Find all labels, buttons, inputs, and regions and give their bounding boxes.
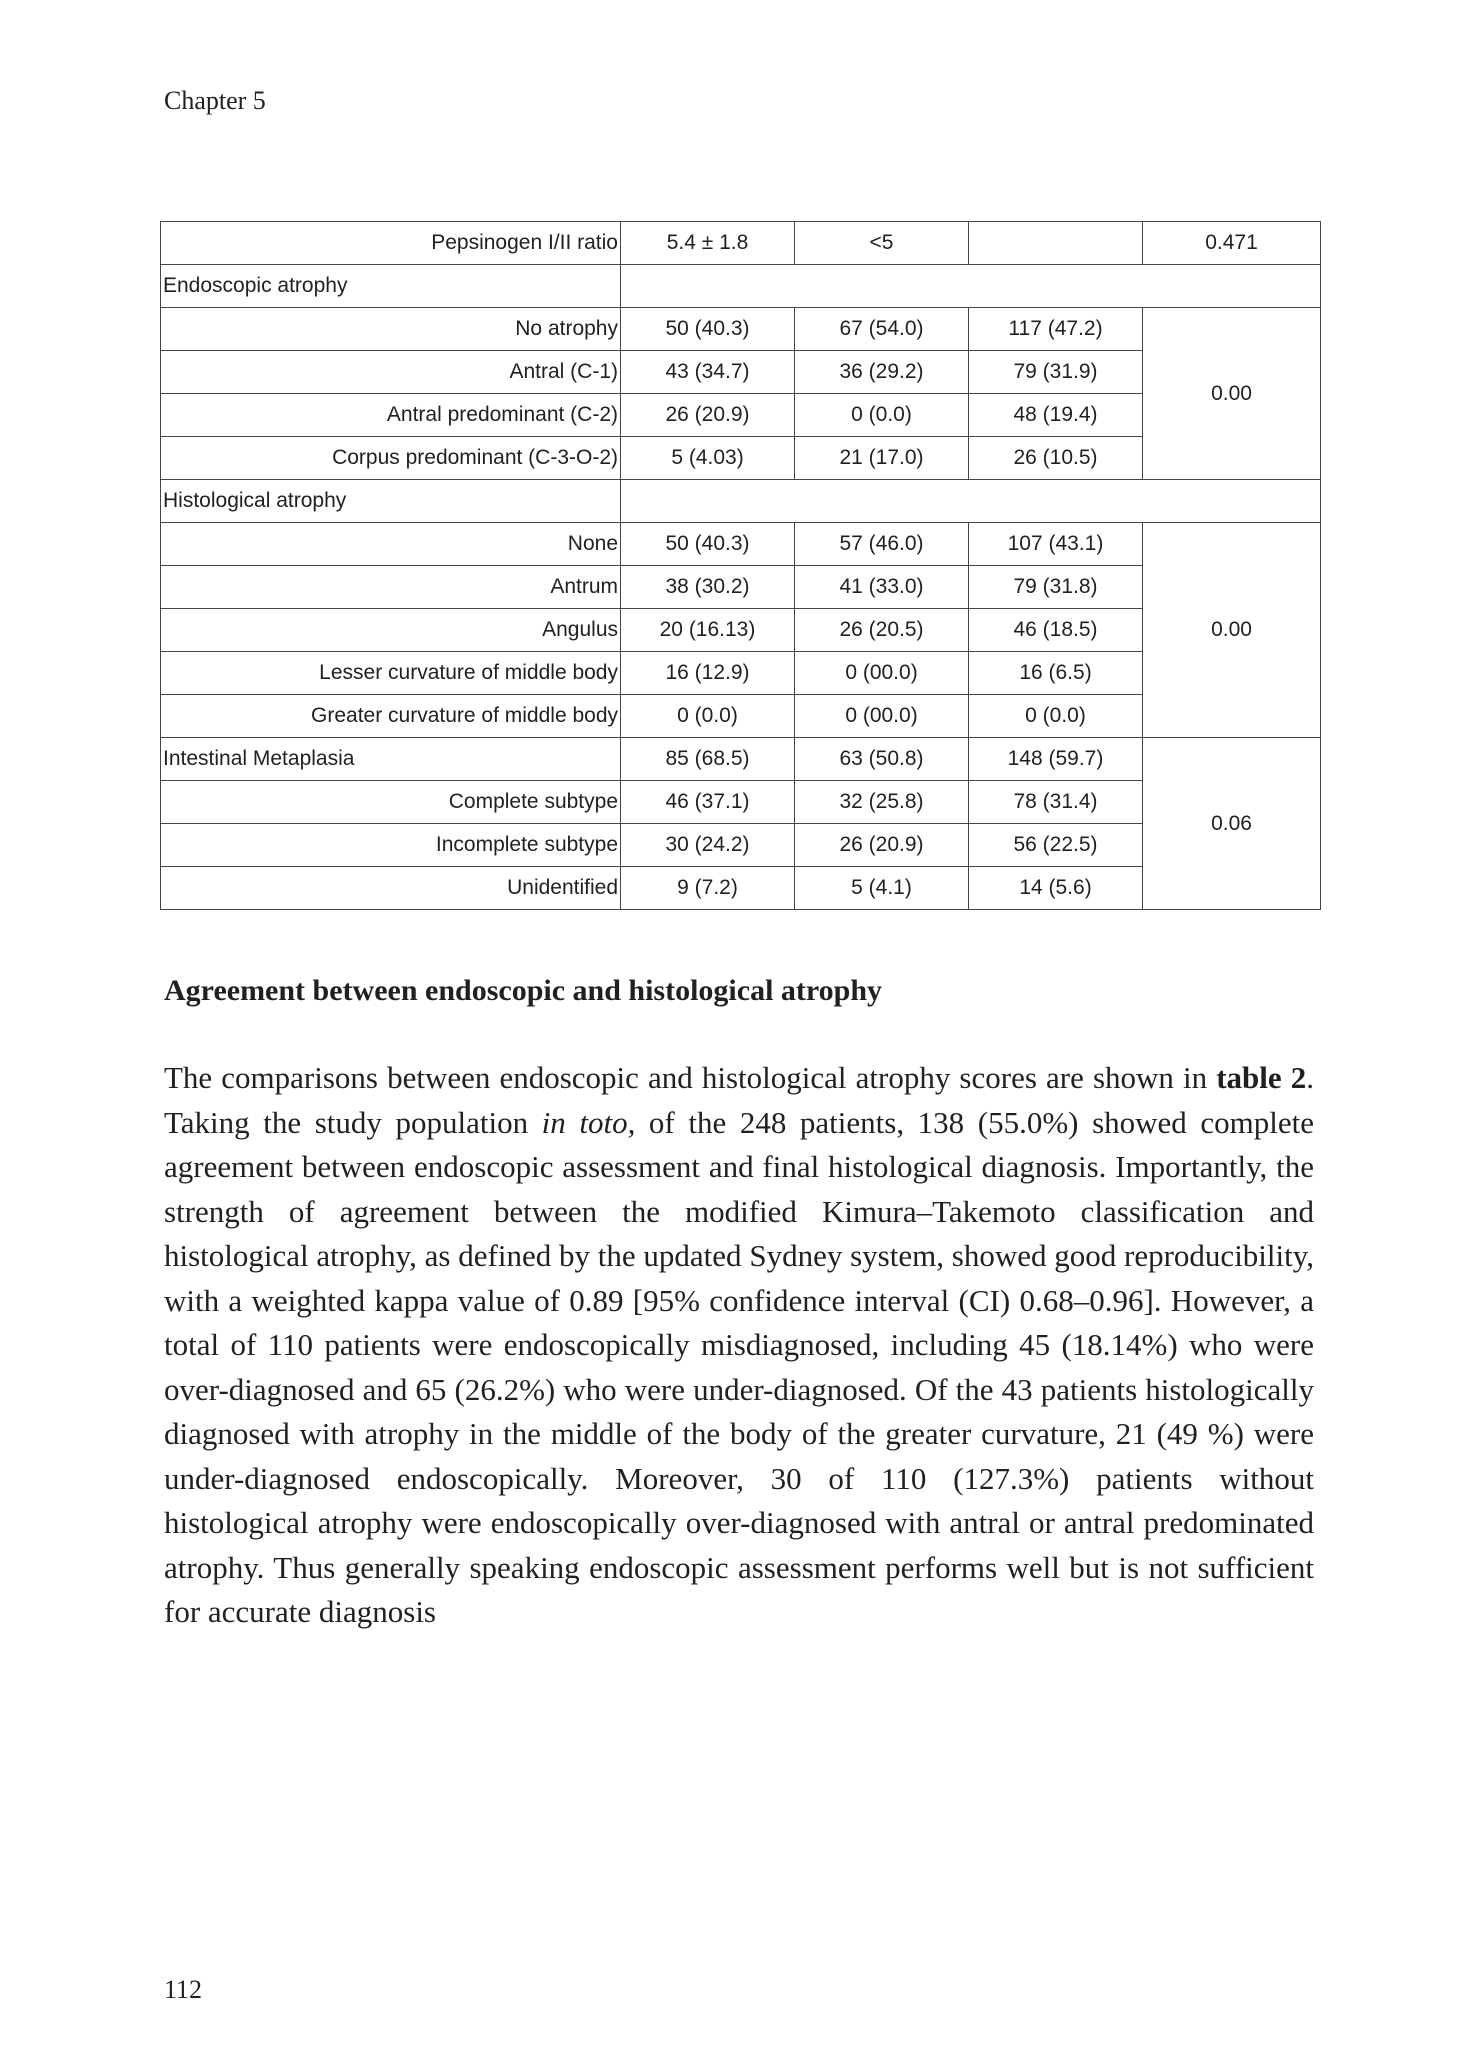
table-reference: table 2: [1216, 1060, 1307, 1095]
table-cell: 26 (20.9): [795, 824, 969, 867]
table-cell: 30 (24.2): [621, 824, 795, 867]
table-cell: 21 (17.0): [795, 437, 969, 480]
table-cell: 16 (12.9): [621, 652, 795, 695]
table-cell: 5.4 ± 1.8: [621, 222, 795, 265]
section-heading: Agreement between endoscopic and histological atrophy: [164, 974, 883, 1007]
running-head: Chapter 5: [164, 86, 266, 115]
row-label: Complete subtype: [161, 781, 621, 824]
table-cell: 9 (7.2): [621, 867, 795, 910]
p-value-cell: 0.06: [1143, 738, 1321, 910]
body-paragraph: [164, 1056, 1314, 1635]
row-label: Lesser curvature of middle body: [161, 652, 621, 695]
table-cell: 14 (5.6): [969, 867, 1143, 910]
table-cell: 26 (20.9): [621, 394, 795, 437]
table-cell: 41 (33.0): [795, 566, 969, 609]
table-cell: <5: [795, 222, 969, 265]
row-label: No atrophy: [161, 308, 621, 351]
table-cell: 79 (31.8): [969, 566, 1143, 609]
table-cell: 20 (16.13): [621, 609, 795, 652]
row-label: Greater curvature of middle body: [161, 695, 621, 738]
section-label: Intestinal Metaplasia: [161, 738, 621, 781]
table-cell: 5 (4.03): [621, 437, 795, 480]
table-cell: 107 (43.1): [969, 523, 1143, 566]
table-cell: 0 (0.0): [795, 394, 969, 437]
table-row: [161, 738, 1321, 781]
text-run: . Taking the study population: [164, 1060, 1314, 1140]
table-row: [161, 308, 1321, 351]
table-cell: 0 (00.0): [795, 652, 969, 695]
table-cell: 32 (25.8): [795, 781, 969, 824]
table-cell: 50 (40.3): [621, 308, 795, 351]
row-label: Incomplete subtype: [161, 824, 621, 867]
table-cell: 26 (20.5): [795, 609, 969, 652]
p-value-cell: 0.00: [1143, 523, 1321, 738]
row-label: None: [161, 523, 621, 566]
section-label: Endoscopic atrophy: [161, 265, 621, 308]
table-cell: 38 (30.2): [621, 566, 795, 609]
row-label: Antrum: [161, 566, 621, 609]
section-row: [161, 480, 1321, 523]
section-label: Histological atrophy: [161, 480, 621, 523]
row-label: Corpus predominant (C-3-O-2): [161, 437, 621, 480]
latin-phrase: in toto,: [541, 1104, 636, 1140]
table-cell: 5 (4.1): [795, 867, 969, 910]
section-row: [161, 265, 1321, 308]
table-row: [161, 222, 1321, 265]
row-label: Pepsinogen I/II ratio: [161, 222, 621, 265]
empty-cell: [621, 480, 1321, 523]
row-label: Unidentified: [161, 867, 621, 910]
table-cell: 0 (00.0): [795, 695, 969, 738]
table-cell: 57 (46.0): [795, 523, 969, 566]
row-label: Antral (C-1): [161, 351, 621, 394]
table-cell: 0 (0.0): [621, 695, 795, 738]
text-run: The comparisons between endoscopic and histological atrophy scores are shown in: [164, 1060, 1217, 1095]
table-cell: 117 (47.2): [969, 308, 1143, 351]
table-cell: 36 (29.2): [795, 351, 969, 394]
table-cell: 16 (6.5): [969, 652, 1143, 695]
table-cell: 78 (31.4): [969, 781, 1143, 824]
table-cell: 43 (34.7): [621, 351, 795, 394]
table-row: [161, 523, 1321, 566]
p-value-cell: 0.00: [1143, 308, 1321, 480]
table-cell: 46 (18.5): [969, 609, 1143, 652]
table-cell: 26 (10.5): [969, 437, 1143, 480]
row-label: Angulus: [161, 609, 621, 652]
table-cell: 148 (59.7): [969, 738, 1143, 781]
table-cell: 48 (19.4): [969, 394, 1143, 437]
table-cell: 0 (0.0): [969, 695, 1143, 738]
table-cell: 63 (50.8): [795, 738, 969, 781]
results-table: [160, 221, 1321, 910]
row-label: Antral predominant (C-2): [161, 394, 621, 437]
page-number: 112: [164, 1975, 203, 2004]
table-cell: [969, 222, 1143, 265]
text-run: of the 248 patients, 138 (55.0%) showed complete agreement between endoscopic assessment and final histological diagnosis. Importantly, the strength of agreement between the modified Kimura–Takemoto classification and histological atrophy, as defined by the updated Sydney system, showed good reproducibility, with a weighted kappa value of 0.89 [95% confidence interval (CI) 0.68–0.96]. However, a total of 110 patients were endoscopically misdiagnosed, including 45 (18.14%) who were over-diagnosed and 65 (26.2%) who were under-diagnosed. Of the 43 patients histologically diagnosed with atrophy in the middle of the body of the greater curvature, 21 (49 %) were under-diagnosed endoscopically. Moreover, 30 of 110 (127.3%) patients without histological atrophy were endoscopically over-diagnosed with antral or antral predominated atrophy. Thus generally speaking endoscopic assessment performs well but is not sufficient for accurate diagnosis: [164, 1104, 1314, 1629]
table-cell: 50 (40.3): [621, 523, 795, 566]
table-cell: 56 (22.5): [969, 824, 1143, 867]
table-cell: 79 (31.9): [969, 351, 1143, 394]
table-cell: 46 (37.1): [621, 781, 795, 824]
empty-cell: [621, 265, 1321, 308]
table-cell: 85 (68.5): [621, 738, 795, 781]
table-cell: 67 (54.0): [795, 308, 969, 351]
p-value-cell: 0.471: [1143, 222, 1321, 265]
